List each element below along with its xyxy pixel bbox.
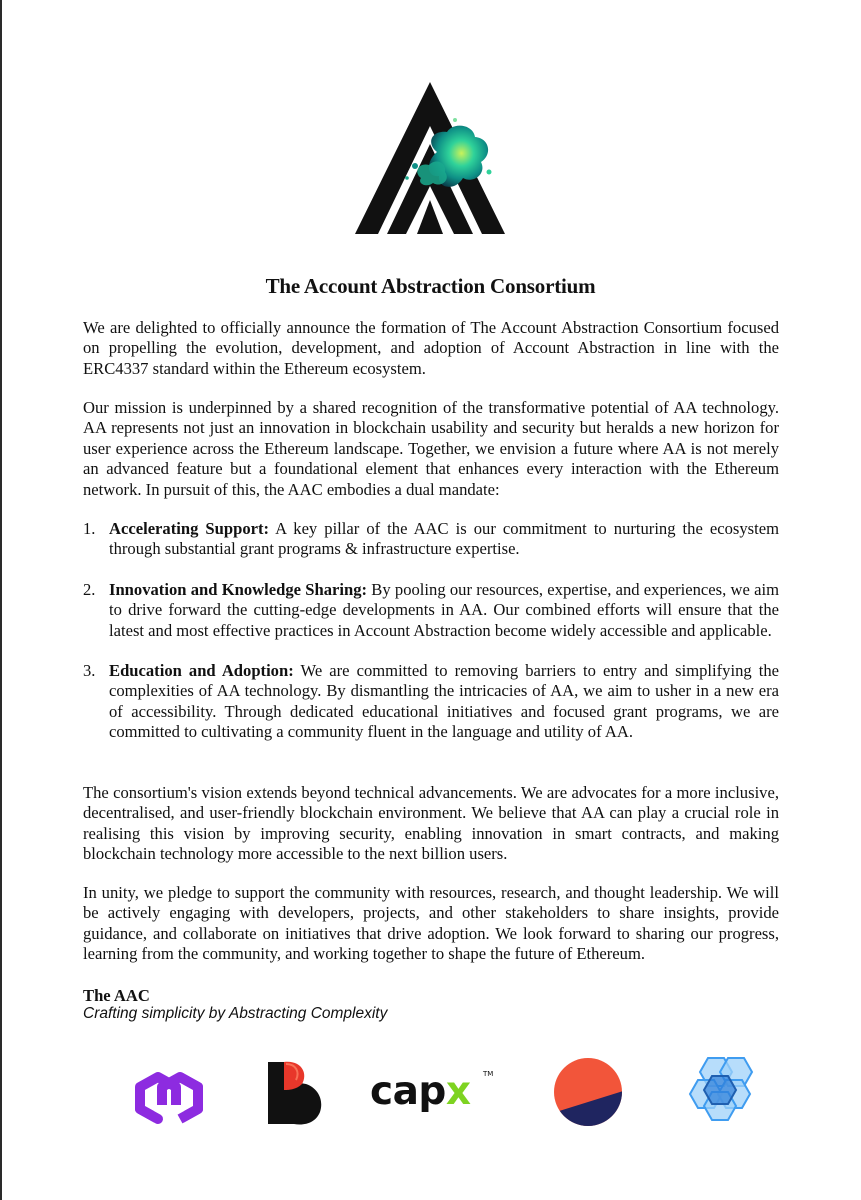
list-heading: Education and Adoption: <box>109 661 294 681</box>
list-item <box>83 661 779 743</box>
list-heading: Accelerating Support: <box>109 519 270 538</box>
vision-paragraph: The consortium's vision extends beyond technical advancements. We are advocates for a more inclusive, decentralised, and user-friendly blockchain environment. We believe that AA can play a crucial role in realising this vision by improving security, enabling innovation in smart contracts, and making blockchain technology more accessible to the next billion users. <box>83 783 779 864</box>
mandate-list <box>83 519 779 743</box>
list-item <box>83 580 779 641</box>
polygon-logo-icon <box>130 1065 208 1131</box>
capx-wordmark: capx <box>370 1069 471 1114</box>
pledge-paragraph: In unity, we pledge to support the community with resources, research, and thought leadership. We will be actively engaging with developers, projects, and other stakeholders to share insights, provide guidance, and collaborate on initiatives that drive adoption. We look forward to sharing our progress, learning from the community, and working together to shape the future of Ethereum. <box>83 883 779 964</box>
aac-logo-icon <box>355 82 505 237</box>
document-title: The Account Abstraction Consortium <box>265 274 596 298</box>
hexagon-cluster-logo-icon <box>684 1054 756 1124</box>
list-number: 2. <box>83 579 96 599</box>
page-edge <box>0 0 2 1200</box>
orange-navy-circle-logo-icon <box>553 1057 623 1127</box>
list-number: 1. <box>83 519 96 538</box>
mission-paragraph: Our mission is underpinned by a shared recognition of the transformative potential of AA technology. AA represents not just an innovation in blockchain usability and security but heralds a new horizon for user experience across the Ethereum landscape. Together, we envision a future where AA is not merely an advanced feature but a foundational element that enhances every interaction with the Ethereum network. In pursuit of this, the AAC embodies a dual mandate: <box>83 398 779 499</box>
trademark-mark: TM <box>483 1070 494 1078</box>
capx-logo <box>370 1070 500 1114</box>
list-heading: Innovation and Knowledge Sharing: <box>109 579 368 599</box>
signature-tagline: Crafting simplicity by Abstracting Complexity <box>83 1005 388 1022</box>
list-number: 3. <box>83 661 96 681</box>
list-text: A key pillar of the AAC is our commitment to nurturing the ecosystem through substantial grant programs & infrastructure expertise. <box>109 519 779 559</box>
list-item <box>83 519 779 560</box>
intro-paragraph: We are delighted to officially announce the formation of The Account Abstraction Consortium focused on propelling the evolution, development, and adoption of Account Abstraction in line with the ERC4337 standard within the Ethereum ecosystem. <box>83 318 779 378</box>
biconomy-logo-icon <box>264 1060 324 1125</box>
list-text: By pooling our resources, expertise, and experiences, we aim to drive forward the cutting-edge developments in AA. Our combined efforts will ensure that the latest and most effective practices in Account Abstraction become widely accessible and applicable. <box>109 579 779 640</box>
signature-name: The AAC <box>83 986 150 1005</box>
list-text: We are committed to removing barriers to entry and simplifying the complexities of AA technology. By dismantling the intricacies of AA, we aim to usher in a new era of accessibility. Through dedicated educational initiatives and focused grant programs, we are committed to cultivating a community fluent in the language and utility of AA. <box>109 661 779 742</box>
